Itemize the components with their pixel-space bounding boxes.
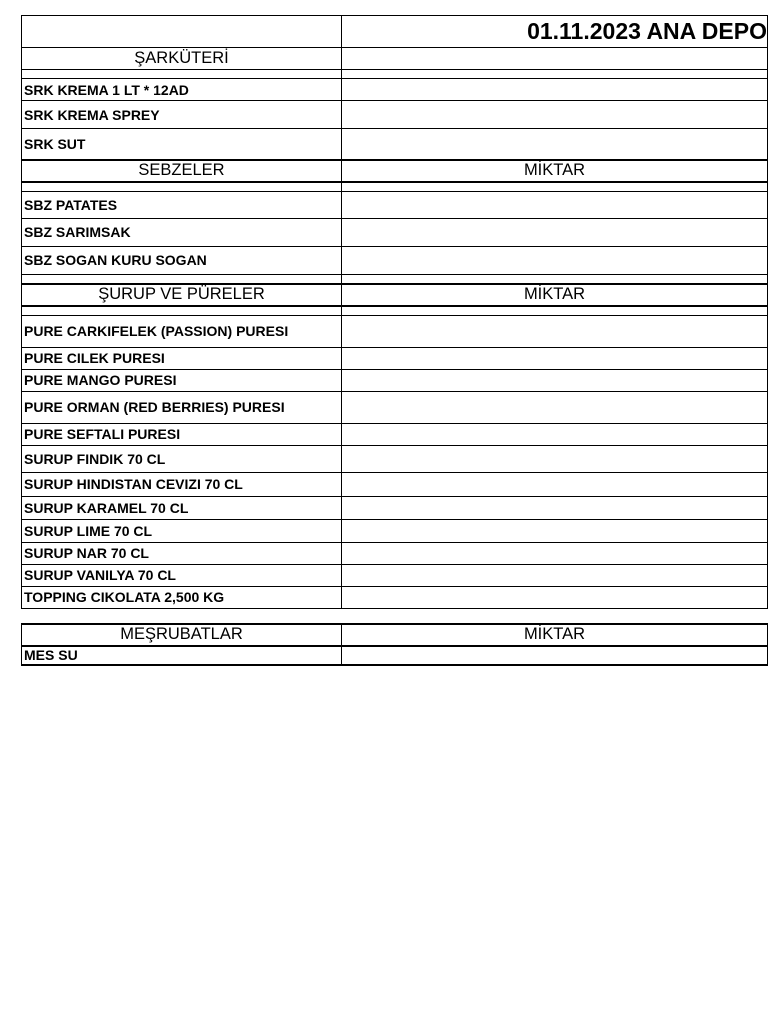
qty-heading: MİKTAR [342, 160, 768, 182]
table-row [22, 79, 768, 101]
qty-cell[interactable] [342, 423, 768, 445]
item-name: SBZ SARIMSAK [22, 218, 342, 246]
qty-cell[interactable] [342, 586, 768, 608]
main-table [21, 15, 768, 609]
qty-cell[interactable] [342, 347, 768, 369]
qty-cell[interactable] [342, 79, 768, 101]
item-name: MES SU [22, 646, 342, 665]
section-heading: SEBZELER [22, 160, 342, 182]
table-row [22, 315, 768, 347]
section-header-row [22, 48, 768, 70]
item-name: SRK KREMA SPREY [22, 101, 342, 129]
item-name: SRK KREMA 1 LT * 12AD [22, 79, 342, 101]
table-row [22, 542, 768, 564]
qty-cell[interactable] [342, 315, 768, 347]
item-name: SURUP FINDIK 70 CL [22, 445, 342, 472]
qty-cell[interactable] [342, 129, 768, 160]
item-name: PURE SEFTALI PURESI [22, 423, 342, 445]
item-name: SURUP LIME 70 CL [22, 519, 342, 542]
page-title: 01.11.2023 ANA DEPO [342, 16, 768, 48]
item-name: SRK SUT [22, 129, 342, 160]
qty-cell[interactable] [342, 191, 768, 218]
qty-cell[interactable] [342, 445, 768, 472]
section-heading: MEŞRUBATLAR [22, 624, 342, 646]
table-row [22, 496, 768, 519]
table-row [22, 391, 768, 423]
item-name: TOPPING CIKOLATA 2,500 KG [22, 586, 342, 608]
table-row [22, 369, 768, 391]
qty-cell[interactable] [342, 564, 768, 586]
title-left-cell [22, 16, 342, 48]
item-name: PURE ORMAN (RED BERRIES) PURESI [22, 391, 342, 423]
item-name: PURE CILEK PURESI [22, 347, 342, 369]
table-row [22, 445, 768, 472]
qty-cell[interactable] [342, 218, 768, 246]
table-row [22, 191, 768, 218]
title-row [22, 16, 768, 48]
qty-cell[interactable] [342, 246, 768, 274]
qty-cell[interactable] [342, 496, 768, 519]
item-name: SURUP VANILYA 70 CL [22, 564, 342, 586]
spacer-row [22, 306, 768, 316]
spacer-row [22, 182, 768, 192]
section-heading: ŞARKÜTERİ [22, 48, 342, 70]
spacer-row [22, 274, 768, 284]
table-row [22, 564, 768, 586]
spacer-row [22, 70, 768, 79]
order-sheet [21, 15, 767, 666]
qty-heading [342, 48, 768, 70]
table-row [22, 423, 768, 445]
item-name: SBZ SOGAN KURU SOGAN [22, 246, 342, 274]
table-row [22, 129, 768, 160]
table-row [22, 586, 768, 608]
drinks-table [21, 623, 768, 666]
section-header-row [22, 624, 768, 646]
qty-cell[interactable] [342, 542, 768, 564]
qty-heading: MİKTAR [342, 284, 768, 306]
item-name: SURUP KARAMEL 70 CL [22, 496, 342, 519]
table-row [22, 218, 768, 246]
qty-cell[interactable] [342, 369, 768, 391]
table-row [22, 519, 768, 542]
item-name: PURE MANGO PURESI [22, 369, 342, 391]
qty-cell[interactable] [342, 472, 768, 496]
section-heading: ŞURUP VE PÜRELER [22, 284, 342, 306]
table-row [22, 472, 768, 496]
item-name: PURE CARKIFELEK (PASSION) PURESI [22, 315, 342, 347]
qty-cell[interactable] [342, 101, 768, 129]
qty-cell[interactable] [342, 391, 768, 423]
section-header-row [22, 284, 768, 306]
table-row [22, 101, 768, 129]
qty-cell[interactable] [342, 519, 768, 542]
qty-heading: MİKTAR [342, 624, 768, 646]
section-gap [21, 609, 767, 623]
table-row [22, 246, 768, 274]
table-row [22, 347, 768, 369]
item-name: SBZ PATATES [22, 191, 342, 218]
qty-cell[interactable] [342, 646, 768, 665]
section-header-row [22, 160, 768, 182]
item-name: SURUP HINDISTAN CEVIZI 70 CL [22, 472, 342, 496]
item-name: SURUP NAR 70 CL [22, 542, 342, 564]
table-row [22, 646, 768, 665]
